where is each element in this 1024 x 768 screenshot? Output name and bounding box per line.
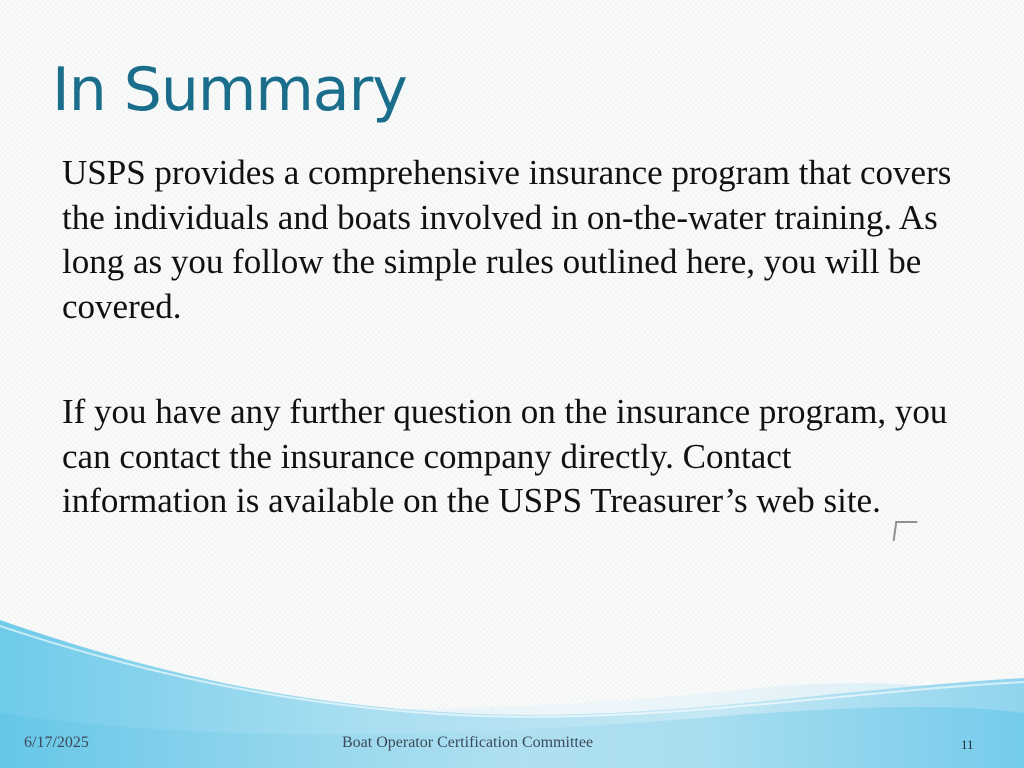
slide-number: 11 bbox=[961, 737, 974, 752]
cursor-corner-mark bbox=[893, 521, 918, 541]
footer-date: 6/17/2025 bbox=[24, 734, 89, 751]
slide-title: In Summary bbox=[52, 55, 407, 125]
body-paragraph-2: If you have any further question on the insurance program, you can contact the insurance company directly. Contact information is available on the USPS Treasurer’s web site. bbox=[62, 392, 948, 520]
body-paragraph-1: USPS provides a comprehensive insurance program that covers the individuals and boats involved in on-the-water training. As long as you follow the simple rules outlined here, you will be covered. bbox=[62, 153, 952, 326]
footer-title: Boat Operator Certification Committee bbox=[342, 734, 594, 751]
